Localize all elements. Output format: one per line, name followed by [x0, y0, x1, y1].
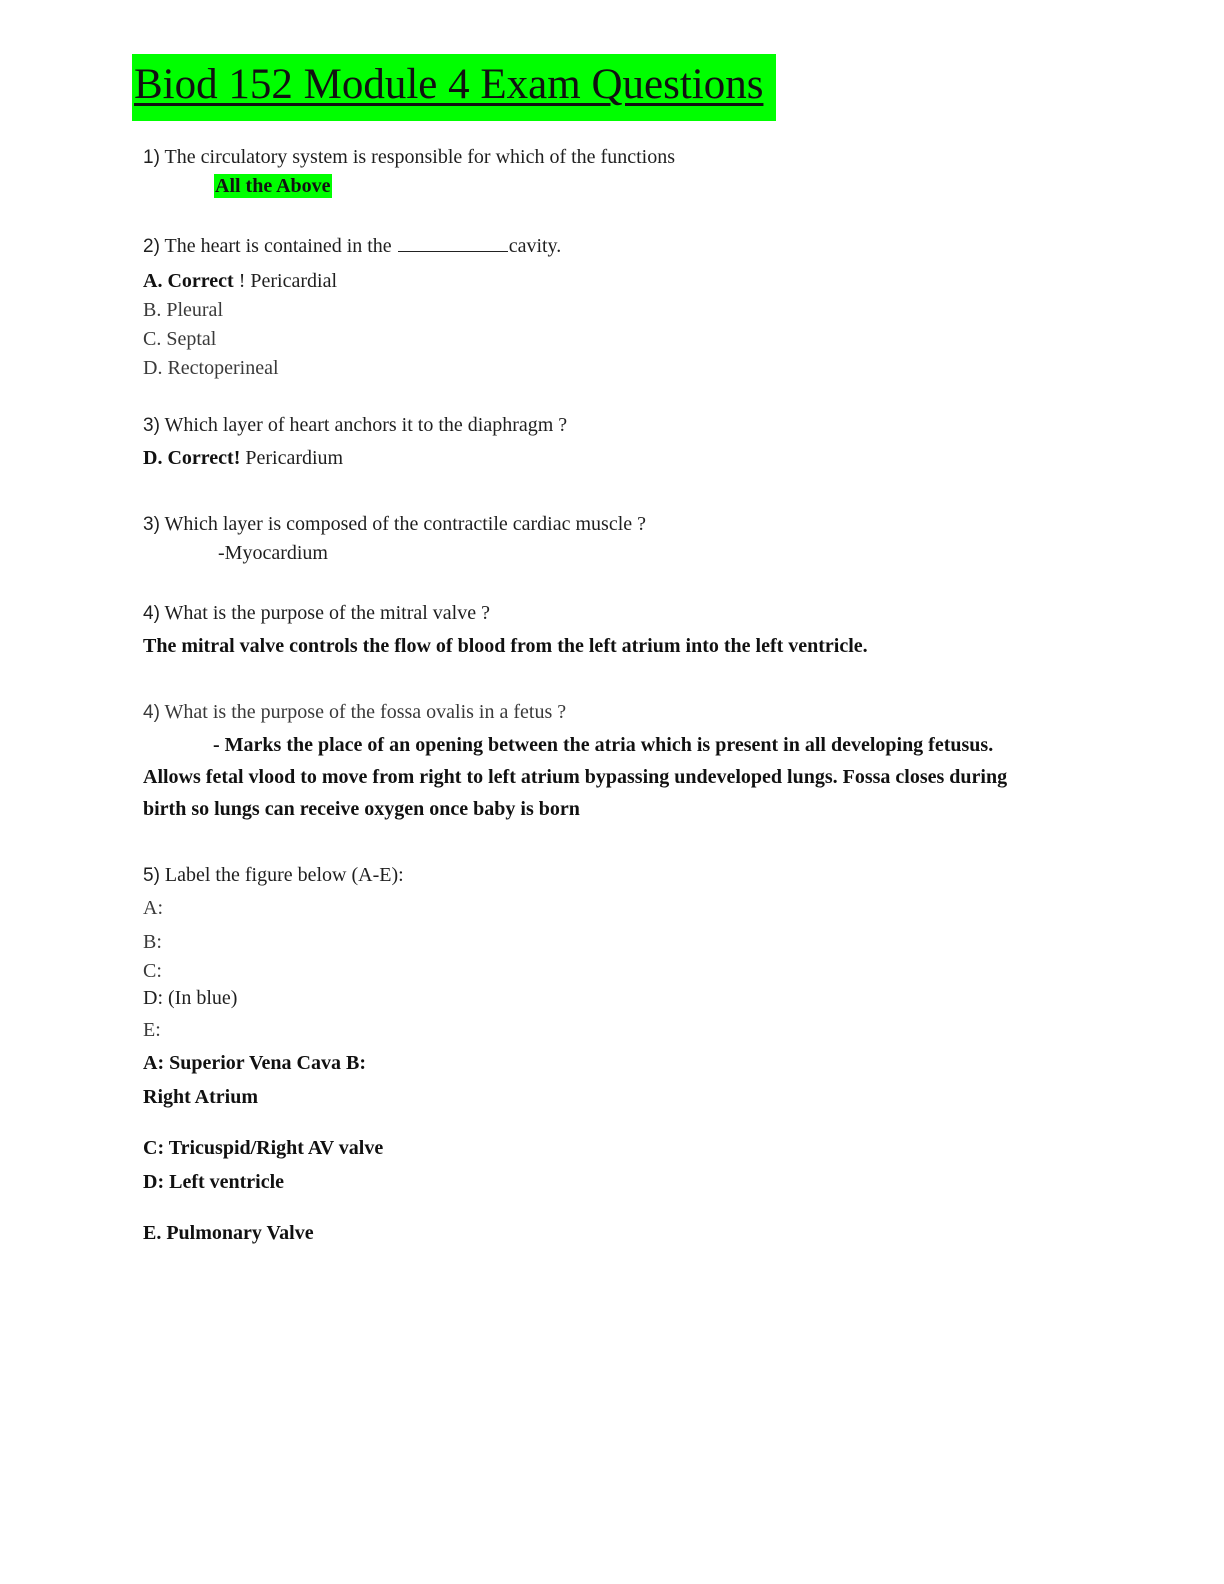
answer-text: D: Left ventricle: [143, 1171, 285, 1193]
option-letter: A.: [143, 270, 163, 292]
answer-5-line-5: [143, 1220, 314, 1246]
question-2: [143, 233, 561, 260]
correct-label: Correct: [162, 270, 234, 292]
question-4a: [143, 600, 490, 627]
question-text: Which layer is composed of the contractile cardiac muscle ?: [159, 513, 646, 535]
fill-in-blank: [398, 235, 508, 252]
answer-text: A: Superior Vena Cava B:: [143, 1052, 366, 1074]
answer-5-line-1: [143, 1050, 366, 1076]
label-text: A:: [143, 897, 163, 919]
answer-1: [214, 173, 332, 199]
question-number: 5): [143, 865, 160, 886]
answer-5-line-3: [143, 1135, 383, 1161]
answer-3a: [143, 445, 343, 471]
answer-4a: [143, 633, 868, 659]
question-text-after: cavity.: [508, 235, 562, 257]
answer-5-line-2: [143, 1084, 258, 1110]
question-number: 4): [143, 702, 160, 723]
question-number: 1): [143, 147, 160, 168]
highlighted-answer: All the Above: [215, 175, 331, 197]
question-text: Which layer of heart anchors it to the diaphragm ?: [159, 414, 568, 436]
question-text: The circulatory system is responsible for which of the functions: [159, 146, 675, 168]
question-3b: [143, 511, 646, 538]
question-text: Label the figure below (A-E):: [159, 864, 404, 886]
option-text: Pericardial: [245, 270, 337, 292]
label-d: [143, 985, 237, 1011]
option-text: Pleural: [161, 299, 223, 321]
question-5: [143, 862, 404, 889]
answer-text: Right Atrium: [143, 1086, 258, 1108]
answer-4b-line-3: [143, 796, 580, 822]
option-b: [143, 297, 223, 323]
label-text: D: (In blue): [143, 987, 238, 1009]
label-c: [143, 958, 162, 984]
option-letter: D.: [143, 357, 163, 379]
exclamation-mark: !: [233, 270, 246, 292]
answer-text: C: Tricuspid/Right AV valve: [143, 1137, 384, 1159]
question-number: 4): [143, 603, 160, 624]
question-1: [143, 144, 675, 171]
option-c: [143, 326, 216, 352]
answer-text: Allows fetal vlood to move from right to left atrium bypassing undeveloped lungs. Fossa closes during: [143, 766, 1008, 788]
label-text: C:: [143, 960, 162, 982]
option-d: [143, 355, 279, 381]
label-a: [143, 895, 163, 921]
correct-label: D. Correct!: [143, 447, 241, 469]
option-text: Septal: [161, 328, 217, 350]
answer-4b-line-1: [213, 732, 993, 758]
option-letter: B.: [143, 299, 162, 321]
answer-4b-line-2: [143, 764, 1007, 790]
question-3a: [143, 412, 567, 439]
question-text-before: The heart is contained in the: [159, 235, 397, 257]
answer-5-line-4: [143, 1169, 284, 1195]
question-text: What is the purpose of the mitral valve ?: [159, 602, 490, 624]
question-number: 3): [143, 514, 160, 535]
answer-text: birth so lungs can receive oxygen once baby is born: [143, 798, 580, 820]
label-text: B:: [143, 931, 162, 953]
question-number: 3): [143, 415, 160, 436]
question-4b: [143, 699, 566, 726]
answer-text: Pericardium: [240, 447, 344, 469]
label-text: E:: [143, 1019, 161, 1041]
answer-text: E. Pulmonary Valve: [143, 1222, 314, 1244]
answer-text: The mitral valve controls the flow of blood from the left atrium into the left ventricle.: [143, 635, 868, 657]
answer-text: -Myocardium: [218, 542, 328, 564]
answer-text: - Marks the place of an opening between the atria which is present in all developing fetusus.: [213, 734, 994, 756]
question-number: 2): [143, 236, 160, 257]
label-b: [143, 929, 162, 955]
option-letter: C.: [143, 328, 162, 350]
option-text: Rectoperineal: [162, 357, 279, 379]
question-text: What is the purpose of the fossa ovalis in a fetus ?: [159, 701, 567, 723]
answer-3b: [218, 540, 328, 566]
option-a: [143, 268, 337, 294]
page-title: Biod 152 Module 4 Exam Questions: [134, 61, 764, 108]
label-e: [143, 1017, 161, 1043]
